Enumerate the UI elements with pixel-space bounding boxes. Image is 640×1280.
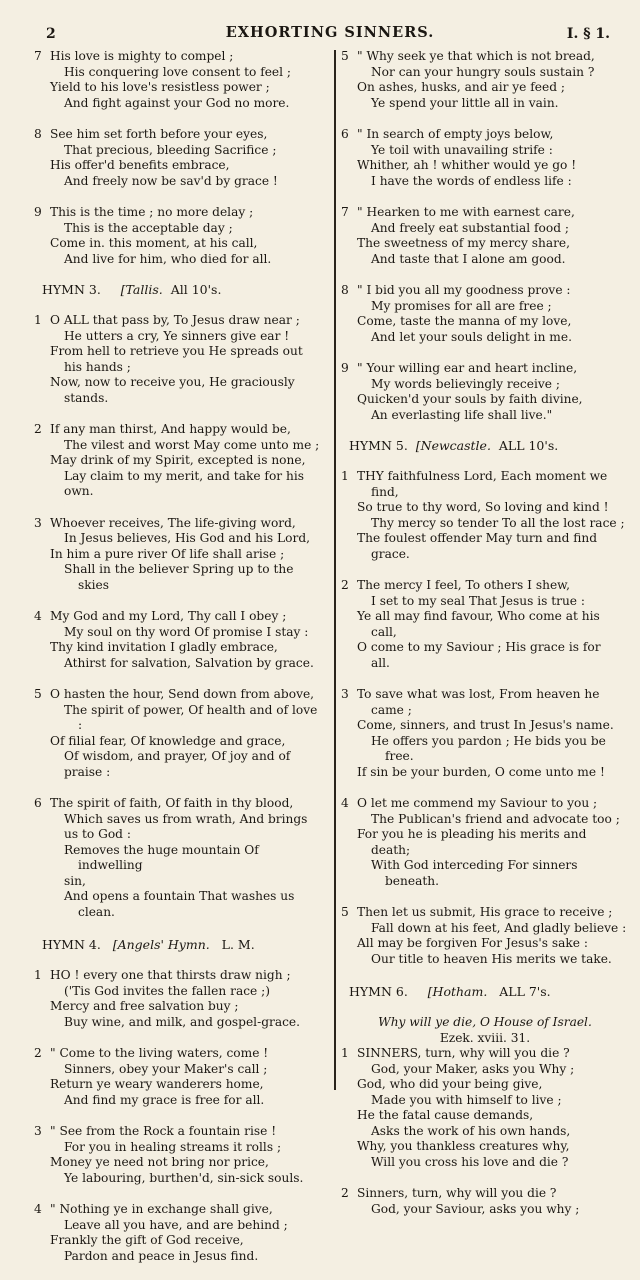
verse-line: " Why seek ye that which is not bread, [357,49,595,63]
stanza [34,1124,320,1186]
verse-line: praise : [64,764,111,779]
verse-line: God, your Maker, asks you Why ; [371,1061,575,1076]
verse-line: For you in healing streams it rolls ; [64,1139,282,1154]
verse-line: Nor can your hungry souls sustain ? [371,64,595,79]
stanza-number: 8 [34,127,42,141]
verse-line: And live for him, who died for all. [64,251,272,266]
verse-line: The Publican's friend and advocate too ; [371,811,620,826]
stanza [341,578,629,671]
verse-line: Sinners, turn, why will you die ? [357,1186,557,1200]
hymn-4-title: HYMN 4. [42,937,101,952]
verse-line: Sinners, obey your Maker's call ; [64,1061,268,1076]
stanza-number: 6 [341,127,349,141]
stanza-number: 7 [34,49,42,63]
verse-line: An everlasting life shall live." [371,407,553,422]
column-divider [334,50,336,1090]
stanza [341,1186,629,1217]
stanza-number: 1 [34,313,42,327]
stanza [34,49,320,111]
verse-line: In Jesus believes, His God and his Lord, [64,531,310,545]
stanza-number: 6 [34,796,42,810]
stanza-number: 1 [34,968,42,982]
stanza [341,687,629,780]
verse-line: " Nothing ye in exchange shall give, [50,1202,273,1216]
running-title: EXHORTING SINNERS. [225,24,435,41]
verse-line: O come to my Saviour ; His grace is for [357,640,601,654]
verse-line: The spirit of power, Of health and of love : [64,702,318,732]
stanza-number: 3 [34,515,42,530]
stanza [341,283,629,345]
verse-line: " Your willing ear and heart incline, [357,361,578,375]
verse-line: Ye spend your little all in vain. [371,95,559,110]
verse-line: Return ye weary wanderers home, [50,1077,264,1091]
verse-line: Asks the work of his own hands, [371,1123,571,1138]
verse-line: From hell to retrieve you He spreads out [50,344,303,358]
verse-line: And fight against your God no more. [64,95,290,110]
verse-line: Whoever receives, The life-giving word, [50,515,296,530]
stanza-number: 3 [34,1124,42,1138]
verse-line: The sweetness of my mercy share, [357,236,571,250]
verse-line: My God and my Lord, Thy call I obey ; [50,609,287,623]
hymn-4-continuation [341,49,629,423]
verse-line: And let your souls delight in me. [371,329,572,344]
verse-line: Buy wine, and milk, and gospel-grace. [64,1014,301,1029]
verse-line: The foulest offender May turn and find [357,531,598,545]
stanza-number: 9 [341,361,349,375]
right-column [341,49,629,1233]
stanza-number: 1 [341,1046,349,1060]
stanza [34,127,320,189]
verse-line: Yield to his love's resistless power ; [50,80,270,94]
verse-line: ('Tis God invites the fallen race ;) [64,983,270,998]
verse-line: God, your Saviour, asks you why ; [371,1201,580,1216]
verse-line: Of filial fear, Of knowledge and grace, [50,733,286,748]
verse-line: Thy kind invitation I gladly embrace, [50,640,278,654]
stanza [34,609,320,671]
verse-line: He offers you pardon ; He bids you be free. [371,733,606,763]
verse-line: And opens a fountain That washes us clean. [64,889,295,919]
verse-line: Then let us submit, His grace to receive ; [357,905,613,919]
stanza [341,1046,629,1170]
verse-line: " In search of empty joys below, [357,127,554,141]
verse-line: sin, [64,873,86,888]
hymn-6-stanzas [341,1046,629,1217]
hymn-4-metre: L. M. [221,937,255,952]
section-marker: I. § 1. [566,26,610,42]
verse-line: THY faithfulness Lord, Each moment we [357,469,608,483]
verse-line: On ashes, husks, and air ye feed ; [357,80,565,94]
verse-line: grace. [371,546,410,561]
stanza-number: 5 [341,905,349,919]
verse-line: If any man thirst, And happy would be, [50,422,291,436]
verse-line: Ye all may find favour, Who come at his [357,609,600,623]
verse-line: us to God : [64,827,131,841]
verse-line: " Hearken to me with earnest care, [357,205,575,219]
hymn-6-epigraph: Why will ye die, O House of Israel. [378,1015,592,1029]
verse-line: Quicken'd your souls by faith divine, [357,392,583,406]
hymn-6-title: HYMN 6. [349,984,408,999]
stanza-number: 9 [34,205,42,219]
verse-line: This is the time ; no more delay ; [50,205,254,219]
verse-line: And freely eat substantial food ; [371,220,569,235]
verse-line: Pardon and peace in Jesus find. [64,1248,259,1263]
verse-line: He utters a cry, Ye sinners give ear ! [64,328,290,343]
verse-line: And find my grace is free for all. [64,1092,265,1107]
verse-line: The mercy I feel, To others I shew, [357,578,571,592]
verse-line: And freely now be sav'd by grace ! [64,173,278,188]
verse-line: " See from the Rock a fountain rise ! [50,1124,277,1138]
verse-line: See him set forth before your eyes, [50,127,268,141]
stanza-number: 7 [341,205,349,219]
stanza-number: 4 [341,796,349,810]
verse-line: The spirit of faith, Of faith in thy blood, [50,796,294,810]
verse-line: Lay claim to my merit, and take for his [64,468,304,483]
verse-line: Money ye need not bring nor price, [50,1155,269,1169]
stanza-number: 4 [34,1202,42,1216]
verse-line: My soul on thy word Of promise I stay : [64,624,309,639]
verse-line: I have the words of endless life : [371,173,572,188]
hymn-3-metre: All 10's. [170,282,222,297]
hymn-2-continuation [34,49,320,267]
stanza [341,469,629,562]
stanza [341,905,629,967]
verse-line: God, who did your being give, [357,1077,543,1091]
page-header [40,24,620,46]
verse-line: That precious, bleeding Sacrifice ; [64,142,277,157]
hymn-4-heading [42,936,320,954]
verse-line: SINNERS, turn, why will you die ? [357,1046,570,1060]
stanza-number: 5 [341,49,349,63]
verse-line: And taste that I alone am good. [371,251,566,266]
verse-line: Come in. this moment, at his call, [50,236,258,250]
verse-line: O let me commend my Saviour to you ; [357,796,598,810]
verse-line: So true to thy word, So loving and kind ! [357,500,609,514]
verse-line: Whither, ah ! whither would ye go ! [357,158,577,172]
stanza [34,687,320,780]
verse-line: " Come to the living waters, come ! [50,1046,269,1060]
page-number: 2 [46,26,56,42]
verse-line: His love is mighty to compel ; [50,49,234,63]
verse-line: HO ! every one that thirsts draw nigh ; [50,968,291,982]
stanza [341,127,629,189]
stanza-number: 4 [34,609,42,623]
hymn-5-stanzas [341,469,629,967]
verse-line: For you he is pleading his merits and death; [357,827,587,857]
verse-line: Athirst for salvation, Salvation by grace. [64,655,314,670]
stanza [341,205,629,267]
verse-line: In him a pure river Of life shall arise ; [50,546,285,561]
hymn-4-stanzas [34,968,320,1264]
verse-line: Frankly the gift of God receive, [50,1233,244,1247]
verse-line: Shall in the believer Spring up to the skies [64,562,294,592]
verse-line: Now, now to receive you, He graciously [50,375,295,389]
stanza-number: 3 [341,687,349,701]
verse-line: My words believingly receive ; [371,376,560,391]
hymn-5-heading [349,437,629,455]
stanza-number: 8 [341,283,349,297]
verse-line: With God interceding For sinners beneath. [371,858,578,888]
verse-line: Of wisdom, and prayer, Of joy and of [64,749,291,763]
left-column [34,49,320,1280]
verse-line: Ye labouring, burthen'd, sin-sick souls. [64,1170,304,1185]
verse-line: May drink of my Spirit, excepted is none, [50,453,306,467]
stanza [34,313,320,406]
hymn-6-tune: [Hotham. [427,984,488,999]
stanza [341,361,629,423]
verse-line: stands. [64,390,109,405]
stanza [34,422,320,500]
hymn-3-tune: [Tallis. [120,282,163,297]
verse-line: find, [371,484,399,499]
hymn-3-heading [42,281,320,299]
verse-line: His offer'd benefits embrace, [50,158,230,172]
stanza-number: 2 [34,422,42,436]
stanza [34,205,320,267]
stanza [34,968,320,1030]
stanza [341,49,629,111]
verse-line: I set to my seal That Jesus is true : [371,593,585,608]
stanza [341,796,629,889]
hymn-4-tune: [Angels' Hymn. [112,937,210,952]
hymn-3-stanzas [34,313,320,920]
verse-line: Removes the huge mountain Of indwelling [64,842,259,872]
stanza-number: 2 [34,1046,42,1060]
verse-line: To save what was lost, From heaven he [357,687,600,701]
stanza-number: 5 [34,687,42,701]
verse-line: Ye toil with unavailing strife : [371,142,553,157]
verse-line: He the fatal cause demands, [357,1108,534,1122]
stanza-number: 2 [341,1186,349,1200]
verse-line: Our title to heaven His merits we take. [371,951,612,966]
verse-line: His conquering love consent to feel ; [64,64,292,79]
stanza [34,516,320,594]
verse-line: If sin be your burden, O come unto me ! [357,764,605,779]
verse-line: Will you cross his love and die ? [371,1154,569,1169]
verse-line: O hasten the hour, Send down from above, [50,687,315,701]
verse-line: O ALL that pass by, To Jesus draw near ; [50,313,300,327]
verse-line: This is the acceptable day ; [64,220,233,235]
verse-line: Leave all you have, and are behind ; [64,1217,288,1232]
verse-line: Mercy and free salvation buy ; [50,999,239,1013]
verse-line: My promises for all are free ; [371,298,552,313]
verse-line: his hands ; [64,359,131,374]
verse-line: own. [64,484,94,498]
hymn-5-metre: ALL 10's. [498,438,559,453]
hymn-6-reference: Ezek. xviii. 31. [439,1030,531,1045]
verse-line: came ; [371,702,412,717]
verse-line: Come, sinners, and trust In Jesus's name. [357,718,614,732]
hymn-6-metre: ALL 7's. [499,984,551,999]
verse-line: Come, taste the manna of my love, [357,314,572,328]
verse-line: The vilest and worst May come unto me ; [64,437,320,452]
hymn-3-title: HYMN 3. [42,282,101,297]
stanza [34,1046,320,1108]
verse-line: Which saves us from wrath, And brings [64,811,308,826]
hymn-6-heading [349,983,629,1001]
hymn-5-tune: [Newcastle. [415,438,491,453]
verse-line: call, [371,624,397,639]
verse-line: Fall down at his feet, And gladly believe : [371,920,627,935]
verse-line: all. [371,655,390,670]
stanza-number: 1 [341,469,349,483]
stanza-number: 2 [341,578,349,592]
stanza [34,796,320,920]
stanza [34,1202,320,1264]
hymn-5-title: HYMN 5. [349,438,408,453]
verse-line: " I bid you all my goodness prove : [357,283,571,297]
verse-line: Why, you thankless creatures why, [357,1139,570,1153]
verse-line: Thy mercy so tender To all the lost race ; [371,515,625,530]
verse-line: Made you with himself to live ; [371,1092,562,1107]
verse-line: All may be forgiven For Jesus's sake : [357,936,588,950]
